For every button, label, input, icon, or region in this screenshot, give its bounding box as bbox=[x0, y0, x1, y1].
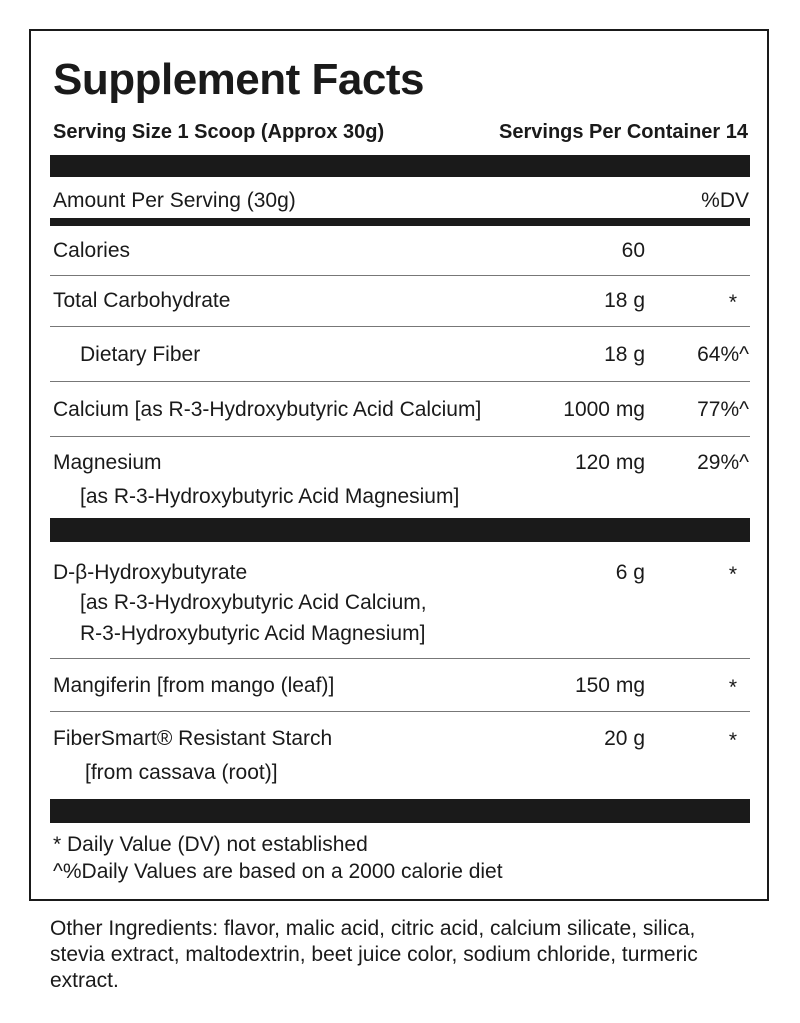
thick-divider-middle bbox=[50, 518, 750, 542]
amount-per-serving-label: Amount Per Serving (30g) bbox=[53, 189, 296, 212]
row-magnesium-amount: 120 mg bbox=[574, 451, 645, 474]
row-calcium-dv: 77%^ bbox=[697, 398, 749, 421]
row-fibersmart-dv: * bbox=[728, 729, 737, 752]
row-divider bbox=[50, 381, 750, 382]
row-calories-amount: 60 bbox=[621, 239, 645, 262]
row-magnesium-name: Magnesium bbox=[53, 451, 162, 474]
row-total-carbohydrate-dv: * bbox=[728, 291, 737, 314]
row-divider bbox=[50, 326, 750, 327]
row-mangiferin-name: Mangiferin [from mango (leaf)] bbox=[53, 674, 335, 697]
row-dietary-fiber-amount: 18 g bbox=[604, 343, 645, 366]
row-total-carbohydrate-amount: 18 g bbox=[604, 289, 645, 312]
row-calcium-amount: 1000 mg bbox=[563, 398, 645, 421]
supplement-facts-panel bbox=[29, 29, 769, 901]
medium-divider bbox=[50, 218, 750, 226]
row-mangiferin-dv: * bbox=[728, 676, 737, 699]
dv-column-header: %DV bbox=[701, 189, 749, 212]
row-total-carbohydrate-name: Total Carbohydrate bbox=[53, 289, 231, 312]
other-ingredients: Other Ingredients: flavor, malic acid, citric acid, calcium silicate, silica, stevia extract, maltodextrin, beet juice color, sodium chloride, turmeric extract. bbox=[50, 917, 698, 992]
row-divider bbox=[50, 275, 750, 276]
row-bhb-name: D-β-Hydroxybutyrate bbox=[53, 561, 248, 584]
row-divider bbox=[50, 711, 750, 712]
row-fibersmart-amount: 20 g bbox=[604, 727, 645, 750]
row-dietary-fiber-dv: 64%^ bbox=[697, 343, 749, 366]
row-fibersmart-name: FiberSmart® Resistant Starch bbox=[53, 727, 333, 750]
thick-divider-bottom bbox=[50, 799, 750, 823]
row-calories-name: Calories bbox=[53, 239, 131, 262]
row-mangiferin-amount: 150 mg bbox=[574, 674, 645, 697]
row-magnesium-source: [as R-3-Hydroxybutyric Acid Magnesium] bbox=[80, 485, 460, 508]
row-bhb-source-line2: R-3-Hydroxybutyric Acid Magnesium] bbox=[80, 622, 426, 645]
row-bhb-dv: * bbox=[728, 563, 737, 586]
row-divider bbox=[50, 658, 750, 659]
serving-size: Serving Size 1 Scoop (Approx 30g) bbox=[53, 121, 385, 143]
row-bhb-source-line1: [as R-3-Hydroxybutyric Acid Calcium, bbox=[80, 591, 427, 614]
servings-per-container: Servings Per Container 14 bbox=[499, 121, 748, 143]
footnote-calorie-basis: ^%Daily Values are based on a 2000 calorie diet bbox=[53, 860, 503, 883]
row-divider bbox=[50, 436, 750, 437]
panel-title: Supplement Facts bbox=[53, 55, 424, 104]
row-bhb-amount: 6 g bbox=[615, 561, 645, 584]
thick-divider-top bbox=[50, 155, 750, 177]
row-dietary-fiber-name: Dietary Fiber bbox=[80, 343, 201, 366]
row-fibersmart-source: [from cassava (root)] bbox=[85, 761, 278, 784]
row-calcium-name: Calcium [as R-3-Hydroxybutyric Acid Calcium] bbox=[53, 398, 482, 421]
footnote-dv-not-established: * Daily Value (DV) not established bbox=[53, 833, 368, 856]
row-magnesium-dv: 29%^ bbox=[697, 451, 749, 474]
